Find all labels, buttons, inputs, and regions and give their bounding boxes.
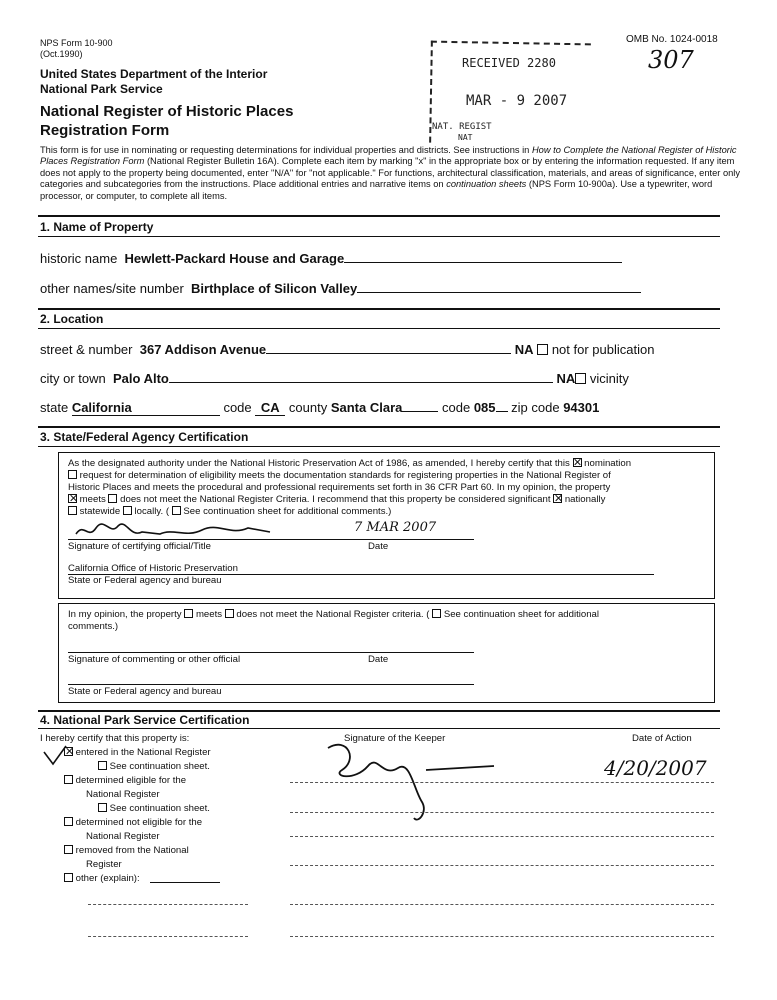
county-code-value: 085 — [473, 400, 496, 415]
historic-name-label: historic name — [40, 251, 118, 266]
not-for-publication-checkbox[interactable] — [537, 344, 548, 355]
nps-option-removed-2: Register — [86, 859, 122, 870]
eligible-checkbox[interactable] — [64, 775, 73, 784]
certifying-signature-label: Signature of certifying official/Title — [68, 541, 211, 552]
street-value: 367 Addison Avenue — [139, 342, 267, 357]
zip-label: zip code — [511, 400, 560, 415]
nomination-checkbox[interactable] — [573, 458, 582, 467]
certifying-date: 7 MAR 2007 — [354, 520, 437, 535]
opinion-meets-checkbox[interactable] — [184, 609, 193, 618]
section-3-title: 3. State/Federal Agency Certification — [40, 430, 249, 444]
instructions-paragraph: This form is for use in nominating or requesting determinations for individual properties and districts. See instructions in How to Complete the National Register of Historic Places Registration Form (National Register Bulletin 16A). Complete each item by marking "x" in the appropriate box or by entering the information requested. If any item does not apply to the property being documented, enter "N/A" for "not applicable." For functions, architectural classification, materials, and areas of significance, enter only categories and subcategories from the instructions. Place additional entries and narrative items on continuation sheets (NPS Form 10-900a). Use a typewriter, word processor, or computer, to complete all items. — [40, 145, 740, 201]
keeper-line — [290, 904, 714, 905]
commenting-agency-label: State or Federal agency and bureau — [68, 686, 222, 697]
fill-line — [357, 280, 641, 293]
keeper-line — [290, 936, 714, 937]
explain-line — [88, 904, 248, 905]
commenting-date-label: Date — [368, 654, 389, 665]
stamp-date: MAR - 9 2007 — [466, 93, 568, 109]
nps-option-not-eligible-2: National Register — [86, 831, 160, 842]
other-explain-line — [150, 882, 220, 883]
form-number: NPS Form 10-900 — [40, 38, 113, 48]
omb-number: OMB No. 1024-0018 — [626, 34, 718, 45]
section-divider — [38, 426, 720, 428]
form-date: (Oct.1990) — [40, 49, 83, 59]
request-checkbox[interactable] — [68, 470, 77, 479]
certifying-signature — [70, 514, 280, 542]
signature-line — [68, 652, 474, 653]
section-divider — [38, 728, 720, 729]
opinion-line-1: In my opinion, the property meets does not meet the National Register criteria. ( See continuation sheet for additional — [68, 609, 600, 620]
fill-line — [496, 399, 508, 412]
section-divider — [38, 236, 720, 237]
commenting-signature-label: Signature of commenting or other official — [68, 654, 241, 665]
not-eligible-checkbox[interactable] — [64, 817, 73, 826]
city-value: Palo Alto — [112, 371, 169, 386]
opinion-continuation-checkbox[interactable] — [432, 609, 441, 618]
other-names-row — [40, 280, 641, 296]
street-na: NA — [514, 342, 534, 357]
handwritten-number: 307 — [648, 46, 694, 74]
keeper-signature-label: Signature of the Keeper — [344, 733, 446, 744]
section-divider — [38, 308, 720, 310]
city-label: city or town — [40, 371, 106, 386]
keeper-line — [290, 865, 714, 866]
state-row — [40, 399, 599, 416]
city-na: NA — [556, 371, 576, 386]
section-divider — [38, 215, 720, 217]
nps-option-other: other (explain): — [64, 873, 140, 885]
entered-continuation-checkbox[interactable] — [98, 761, 107, 770]
date-of-action-value: 4/20/2007 — [604, 756, 707, 780]
other-names-value: Birthplace of Silicon Valley — [191, 281, 358, 296]
county-label: county — [288, 400, 328, 415]
county-value: Santa Clara — [330, 400, 403, 415]
entered-checkbox[interactable] — [64, 747, 73, 756]
nps-option-eligible: determined eligible for the — [64, 775, 186, 787]
fill-line — [169, 370, 553, 383]
section-divider — [38, 446, 720, 447]
eligible-continuation-checkbox[interactable] — [98, 803, 107, 812]
nps-option-eligible-continuation: See continuation sheet. — [98, 803, 210, 815]
nps-option-eligible-2: National Register — [86, 789, 160, 800]
certifying-agency-label: State or Federal agency and bureau — [68, 575, 222, 586]
opinion-does-not-meet-checkbox[interactable] — [225, 609, 234, 618]
certifying-agency: California Office of Historic Preservation — [68, 563, 238, 574]
cert-line-1: As the designated authority under the National Historic Preservation Act of 1986, as amended, I hereby certify that this nomination — [68, 458, 632, 469]
historic-name-row — [40, 250, 622, 266]
state-code-value: CA — [255, 400, 285, 416]
nps-option-entered-continuation: See continuation sheet. — [98, 761, 210, 773]
section-4-title: 4. National Park Service Certification — [40, 713, 250, 727]
keeper-line — [290, 812, 714, 813]
form-subtitle: Registration Form — [40, 122, 170, 139]
code-label: code — [223, 400, 252, 415]
keeper-line — [290, 836, 714, 837]
agency-line — [68, 684, 474, 685]
not-for-publication-label: not for publication — [551, 342, 655, 357]
nps-option-removed: removed from the National — [64, 845, 189, 857]
zip-value: 94301 — [563, 400, 600, 415]
section-divider — [38, 328, 720, 329]
section-2-title: 2. Location — [40, 312, 104, 326]
section-divider — [38, 710, 720, 712]
form-title: National Register of Historic Places — [40, 103, 294, 120]
stamp-nat: NAT — [458, 133, 473, 142]
city-row — [40, 370, 629, 386]
does-not-meet-checkbox[interactable] — [108, 494, 117, 503]
state-label: state — [40, 400, 69, 415]
agency-name: National Park Service — [40, 82, 163, 96]
cert-line-5: statewide locally. ( See continuation sheet for additional comments.) — [68, 506, 391, 518]
removed-checkbox[interactable] — [64, 845, 73, 854]
nationally-checkbox[interactable] — [553, 494, 562, 503]
certifying-date-label: Date — [368, 541, 389, 552]
historic-name-value: Hewlett-Packard House and Garage — [124, 251, 345, 266]
street-label: street & number — [40, 342, 133, 357]
stamp-nat-register: NAT. REGIST — [432, 122, 492, 132]
keeper-line — [290, 782, 714, 783]
explain-line — [88, 936, 248, 937]
vicinity-label: vicinity — [589, 371, 629, 386]
opinion-line-2: comments.) — [68, 621, 119, 632]
fill-line — [344, 250, 622, 263]
stamp-received: RECEIVED 2280 — [462, 56, 556, 70]
nps-intro: I hereby certify that this property is: — [40, 733, 190, 744]
nps-option-not-eligible: determined not eligible for the — [64, 817, 202, 829]
signature-line — [68, 539, 474, 540]
nps-option-entered: entered in the National Register — [64, 747, 211, 759]
cert-line-2: request for determination of eligibility meets the documentation standards for registering properties in the National Register of — [68, 470, 611, 482]
department: United States Department of the Interior — [40, 67, 268, 81]
vicinity-checkbox[interactable] — [575, 373, 586, 384]
cert-line-3: Historic Places and meets the procedural and professional requirements set forth in 36 CFR Part 60. In my opinion, the property — [68, 482, 611, 493]
date-of-action-label: Date of Action — [632, 733, 692, 744]
meets-checkbox[interactable] — [68, 494, 77, 503]
fill-line — [266, 341, 511, 354]
section-1-title: 1. Name of Property — [40, 220, 154, 234]
other-names-label: other names/site number — [40, 281, 184, 296]
other-checkbox[interactable] — [64, 873, 73, 882]
state-value: California — [72, 400, 220, 416]
cert-line-4: meets does not meet the National Register Criteria. I recommend that this property be considered significant nationally — [68, 494, 605, 506]
street-row — [40, 341, 654, 357]
county-code-label: code — [442, 400, 471, 415]
fill-line — [402, 399, 438, 412]
